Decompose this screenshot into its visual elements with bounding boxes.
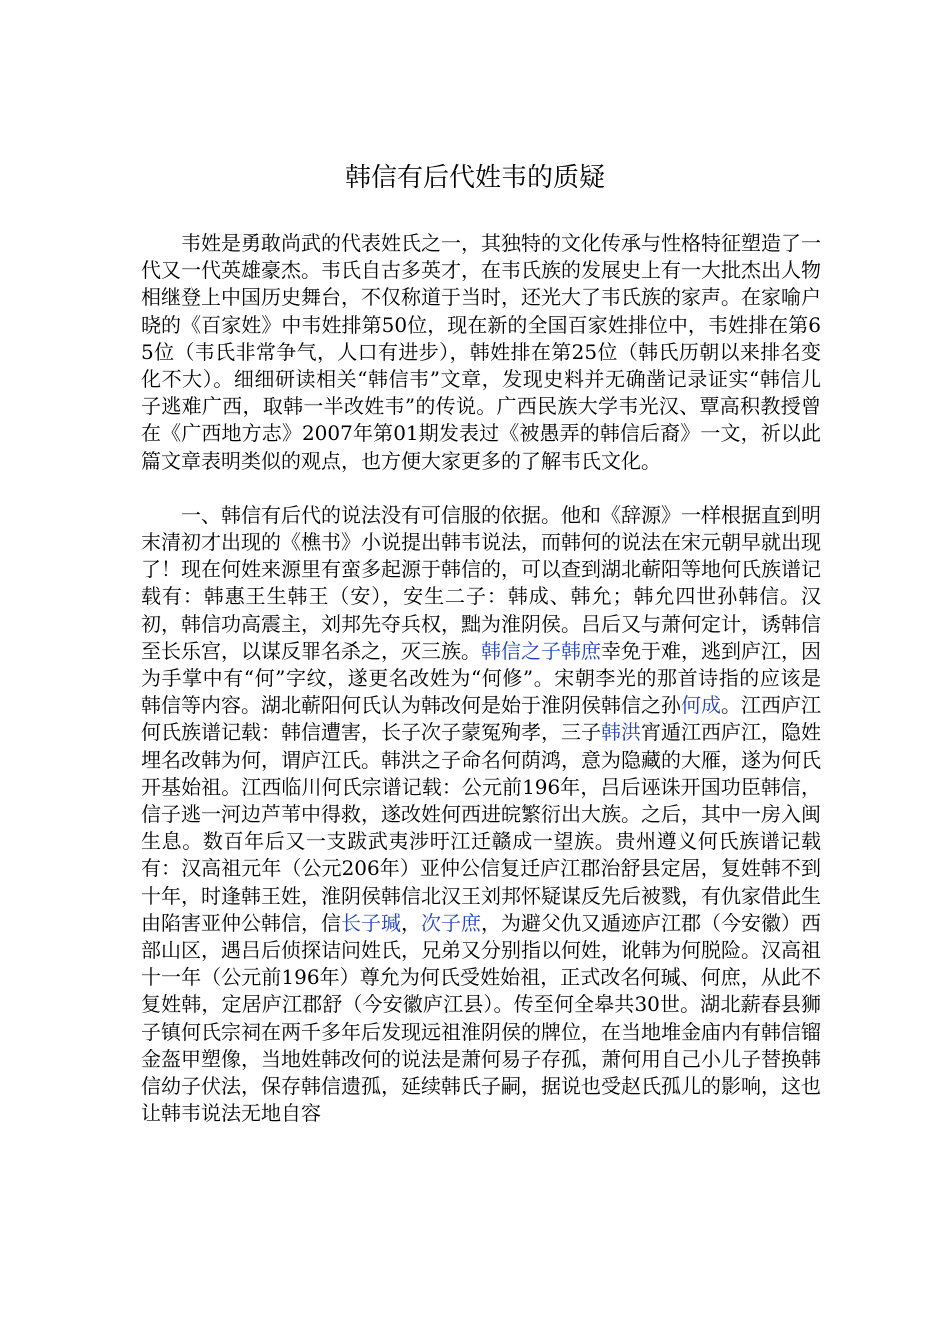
hyperlink[interactable]: 韩信之子韩庶 bbox=[481, 638, 601, 663]
paragraph-text: ，为避父仇又遁迹庐江郡（今安徽）西部山区，遇吕后侦探诘问姓氏，兄弟又分别指以何姓，讹韩为何脱险。汉高祖十一年（公元前196年）尊允为何氏受姓始祖，正式改名何瑊、何庶，从此不复姓韩，定居庐江郡舒（今安徽庐江县）。传至何全皋共30世。湖北薪春县狮子镇何氏宗祠在两千多年后发现远祖淮阴侯的牌位，在当地堆金庙内有韩信镏金盔甲塑像，当地姓韩改何的说法是萧何易子存孤，萧何用自己小儿子替换韩信幼子伏法，保存韩信遗孤，延续韩氏子嗣，据说也受赵氏孤儿的影响，这也让韩韦说法无地自容 bbox=[141, 910, 821, 1126]
paragraph-text: 宵遁江西庐江，隐姓埋名改韩为何，谓庐江氏。韩洪之子命名何荫鸿，意为隐藏的大雁，遂为何氏开基始祖。江西临川何氏宗谱记载：公元前196年，吕后诬诛开国功臣韩信，信子逃一河边芦苇中得救，遂改姓何西进皖繁衍出大族。之后，其中一房入闽生息。数百年后又一支跋武夷涉旴江迁赣成一望族。贵州遵义何氏族谱记载有：汉高祖元年（公元206年）亚仲公信复迁庐江郡治舒县定居，复姓韩不到十年，时逢韩王姓，淮阴侯韩信北汉王刘邦怀疑谋反先后被戮，有仇家借此生由陷害亚仲公韩信，信 bbox=[141, 720, 821, 935]
document-title: 韩信有后代姓韦的质疑 bbox=[344, 163, 605, 193]
hyperlink[interactable]: 韩洪 bbox=[601, 720, 641, 745]
paragraph-text: 韦姓是勇敢尚武的代表姓氏之一，其独特的文化传承与性格特征塑造了一代又一代英雄豪杰。韦氏自古多英才，在韦氏族的发展史上有一大批杰出人物相继登上中国历史舞台，不仅称道于当时，还光大了韦氏族的家声。在家喻户晓的《百家姓》中韦姓排第50位，现在新的全国百家姓排位中，韦姓排在第65位（韦氏非常争气，人口有进步），韩姓排在第25位（韩氏历朝以来排名变化不大）。细细研读相关“韩信韦”文章，发现史料并无确凿记录证实“韩信儿子逃难广西，取韩一半改姓韦”的传说。广西民族大学韦光汉、覃高积教授曾在《广西地方志》2007年第01期发表过《被愚弄的韩信后裔》一文，祈以此篇文章表明类似的观点，也方便大家更多的了解韦氏文化。 bbox=[141, 231, 821, 473]
document-body bbox=[141, 230, 821, 1128]
paragraph bbox=[141, 230, 821, 475]
paragraph-text: ， bbox=[401, 910, 421, 935]
hyperlink[interactable]: 次子庶 bbox=[421, 910, 481, 935]
paragraph-text: 幸免于难，逃到庐江，因为手掌中有“何”字纹，遂更名改姓为“何修”。宋朝李光的那首诗指的应该是韩信等内容。湖北蕲阳何氏认为韩改何是始于淮阴侯韩信之孙 bbox=[141, 638, 821, 718]
hyperlink[interactable]: 何成 bbox=[681, 693, 721, 718]
paragraph-text: 。江西庐江何氏族谱记载：韩信遭害，长子次子蒙冤殉孝，三子 bbox=[141, 693, 821, 745]
hyperlink[interactable]: 长子瑊 bbox=[341, 910, 401, 935]
paragraph-text: 一、韩信有后代的说法没有可信服的依据。他和《辞源》一样根据直到明末清初才出现的《樵书》小说提出韩韦说法，而韩何的说法在宋元朝早就出现了！现在何姓来源里有蛮多起源于韩信的，可以查到湖北蕲阳等地何氏族谱记载有：韩惠王生韩王（安），安生二子：韩成、韩允；韩允四世孙韩信。汉初，韩信功高震主，刘邦先夺兵权，黜为淮阴侯。吕后又与萧何定计，诱韩信至长乐宫，以谋反罪名杀之，灭三族。 bbox=[141, 502, 821, 663]
paragraph bbox=[141, 502, 821, 1128]
